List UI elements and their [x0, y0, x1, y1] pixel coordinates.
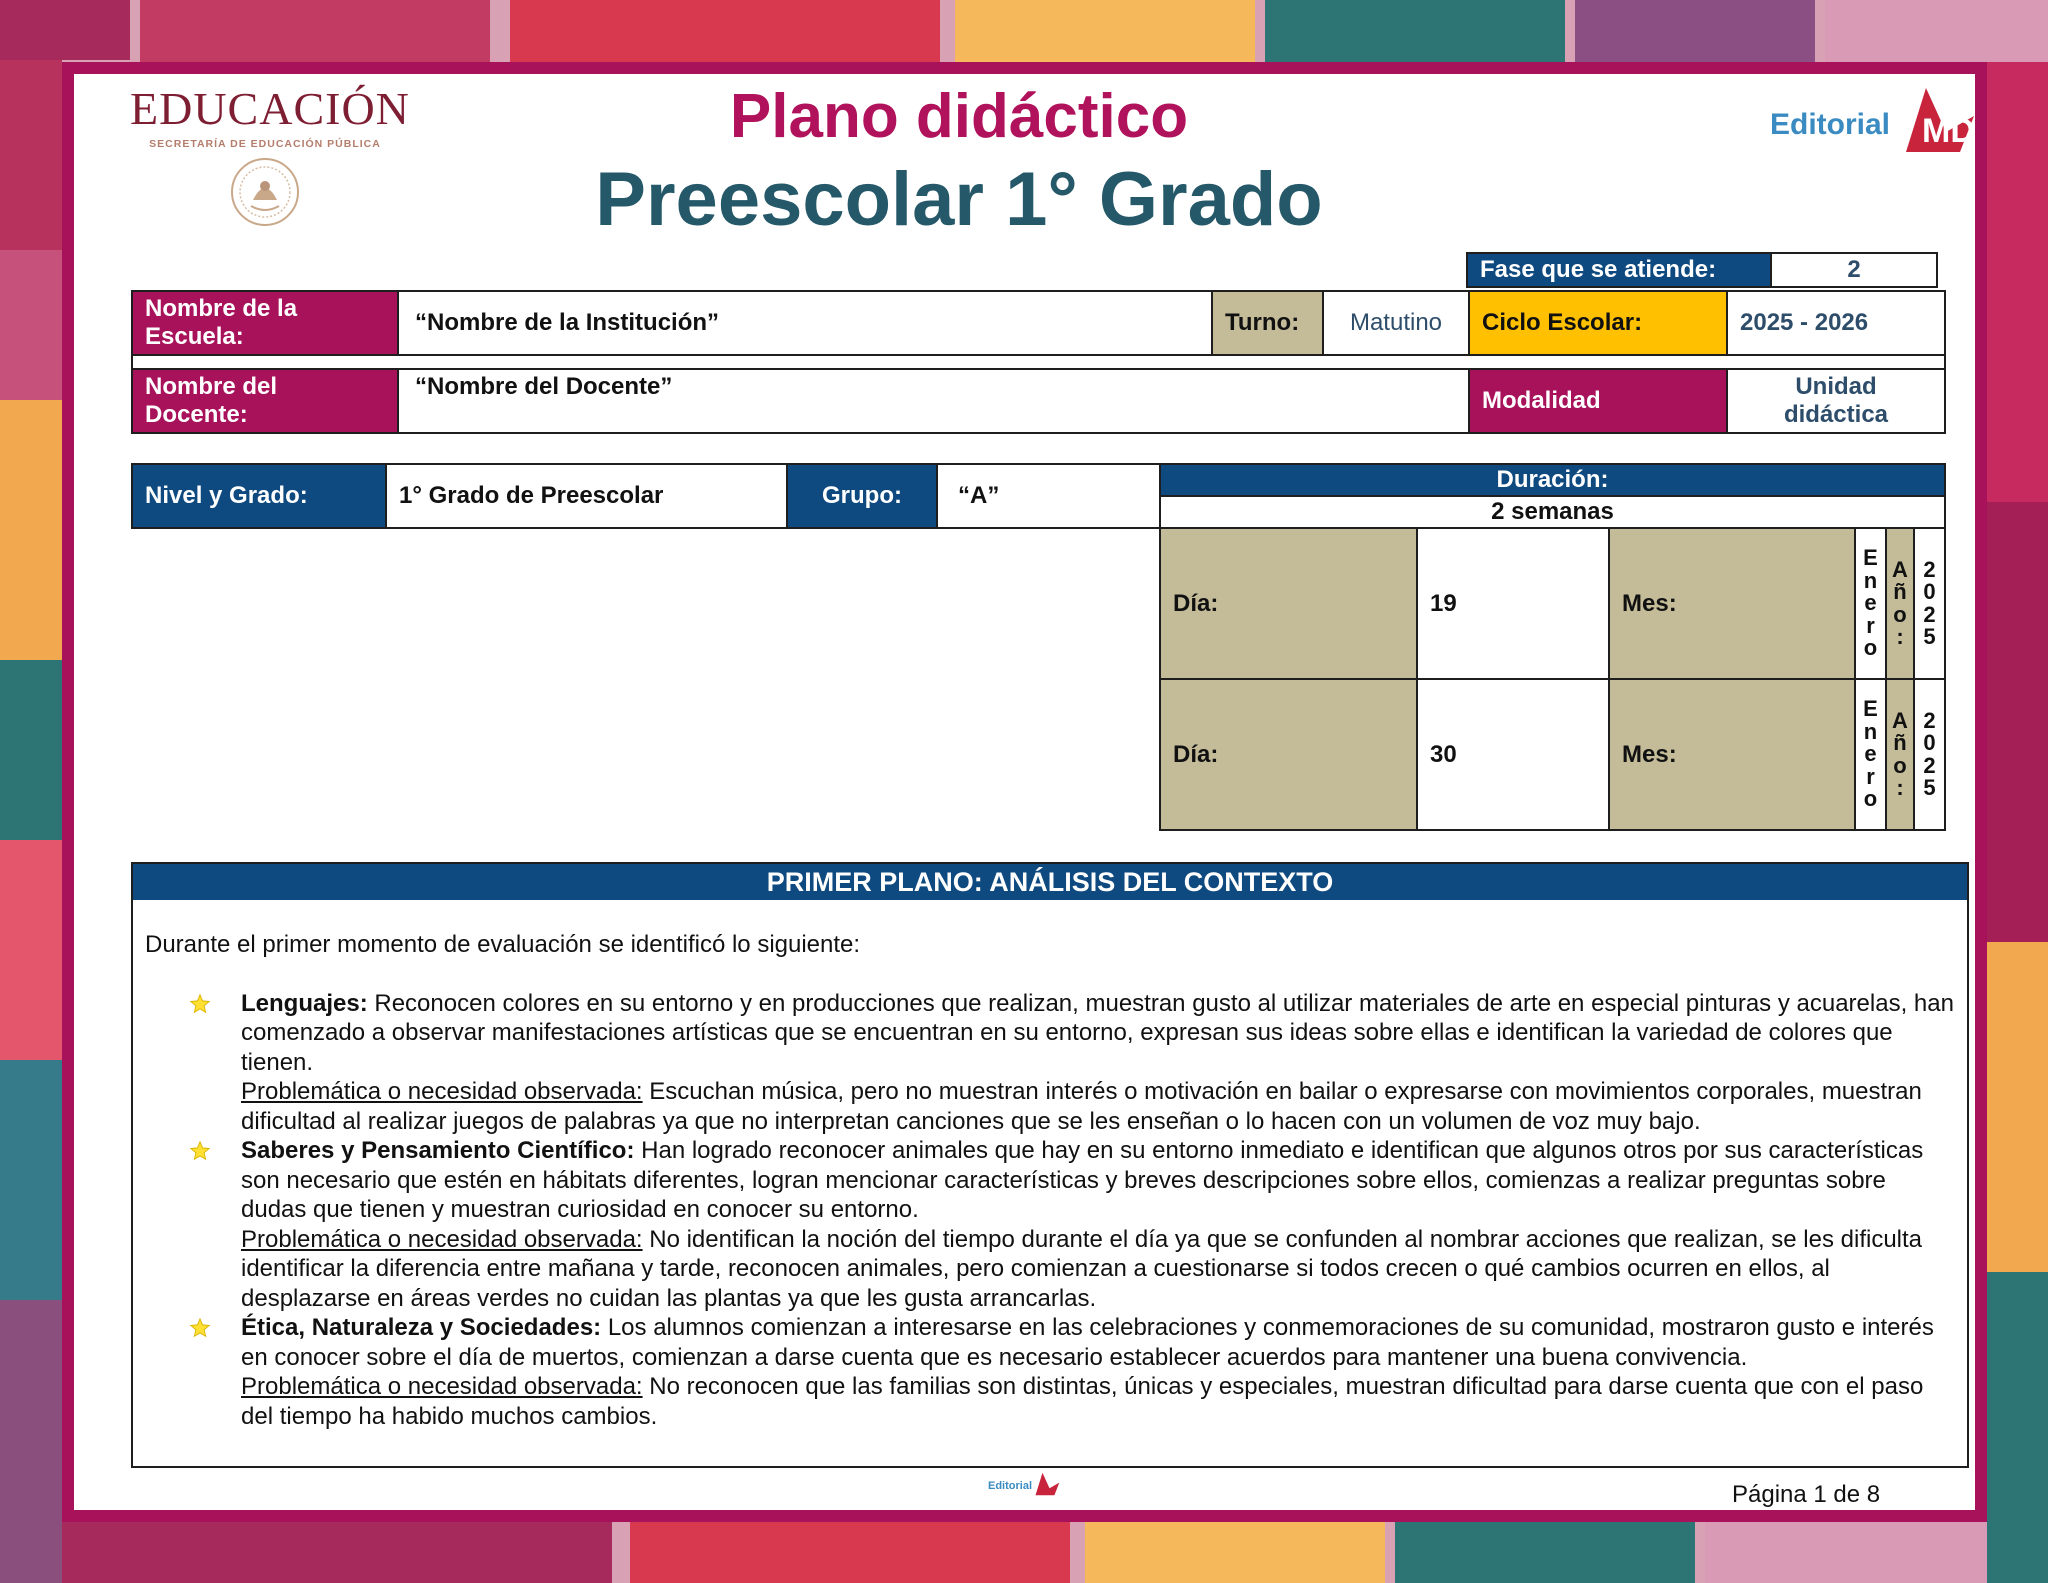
problem-text: No identifican la noción del tiempo durante el día ya que se confunden al nombrar acciones que realizan, se les dificulta identificar la diferencia entre mañana y tarde, reconocen animales, pero comienzan a cuestionarse si todos crecen o qué cambios ocurren en ellos, al desplazarse en áreas verdes no cuidan las plantas ya que les gusta arrancarlas. — [241, 1225, 1923, 1312]
logo-word: EDUCACIÓN — [130, 83, 410, 134]
grupo-label: Grupo: — [786, 463, 938, 529]
star-bullet-icon — [189, 1317, 211, 1339]
anio-value-end — [1913, 678, 1946, 831]
item-label: Lenguajes: — [241, 989, 368, 1017]
nivel-value: 1° Grado de Preescolar — [385, 463, 788, 529]
duracion-value: 2 semanas — [1159, 495, 1946, 529]
vertical-char: 0 — [1923, 730, 1936, 756]
vertical-char: n — [1863, 718, 1878, 744]
page-subtitle: Preescolar 1° Grado — [595, 157, 1323, 242]
escuela-value: “Nombre de la Institución” — [397, 290, 1213, 356]
background-tile — [1987, 1272, 2048, 1583]
item-description — [241, 1313, 1955, 1372]
background-tile — [62, 1522, 612, 1583]
modalidad-label: Modalidad — [1468, 368, 1728, 434]
footer-editorial-logo — [988, 1470, 1062, 1500]
vertical-char: : — [1896, 774, 1904, 800]
page-number: Página 1 de 8 — [1732, 1481, 1881, 1508]
vertical-char: n — [1863, 567, 1878, 593]
background-tile — [1987, 942, 2048, 1272]
anio-value-start — [1913, 527, 1946, 680]
background-tile — [1085, 1522, 1385, 1583]
background-tile — [630, 1522, 1070, 1583]
turno-label: Turno: — [1211, 290, 1324, 356]
vertical-char: : — [1896, 623, 1904, 649]
background-tile — [0, 1060, 62, 1300]
background-tile — [1575, 0, 1815, 62]
ciclo-label: Ciclo Escolar: — [1468, 290, 1728, 356]
duracion-label: Duración: — [1159, 463, 1946, 497]
md-logo-mark: MD — [1922, 112, 1975, 150]
vertical-char: e — [1864, 741, 1877, 767]
background-tile — [0, 400, 62, 660]
vertical-char: A — [1892, 707, 1908, 733]
item-problem — [241, 1077, 1955, 1136]
footer-md-logo-icon — [1032, 1470, 1060, 1498]
list-item — [145, 1136, 1955, 1313]
vertical-char: e — [1864, 590, 1877, 616]
escuela-label: Nombre de la Escuela: — [131, 290, 399, 356]
item-description — [241, 1136, 1955, 1225]
background-tile — [1705, 1522, 1987, 1583]
background-tile — [1825, 0, 2048, 62]
vertical-char: 2 — [1923, 752, 1936, 778]
background-tile — [0, 840, 62, 1060]
item-text: Los alumnos comienzan a interesarse en las celebraciones y conmemoraciones de su comunidad, mostraron gusto e interés en conocer sobre el día de muertos, comienzan a darse cuenta que es necesario establecer acuerdos para mantener una buena convivencia. — [241, 1314, 1934, 1371]
section-intro: Durante el primer momento de evaluación se identificó lo siguiente: — [145, 931, 861, 958]
background-tile — [1987, 502, 2048, 942]
background-tile — [0, 0, 130, 60]
vertical-char: E — [1863, 696, 1878, 722]
vertical-char: E — [1863, 545, 1878, 571]
background-tile — [0, 660, 62, 840]
list-item — [145, 989, 1955, 1137]
problem-label: Problemática o necesidad observada: — [241, 1373, 643, 1400]
section-body — [133, 900, 1967, 1431]
item-text: Reconocen colores en su entorno y en producciones que realizan, muestran gusto al utilizar materiales de arte en especial pinturas y acuarelas, han comenzado a observar manifestaciones artísticas que se encuentran en su entorno, expresan sus ideas sobre ellas e identifican la variedad de colores que tienen. — [241, 989, 1954, 1076]
ciclo-value: 2025 - 2026 — [1726, 290, 1946, 356]
item-label: Saberes y Pensamiento Científico: — [241, 1137, 635, 1164]
item-label: Ética, Naturaleza y Sociedades: — [241, 1314, 602, 1341]
item-problem — [241, 1225, 1955, 1314]
editorial-md-logo — [1770, 80, 1975, 160]
vertical-char: o — [1863, 635, 1878, 661]
grupo-value: “A” — [936, 463, 1161, 529]
page-title: Plano didáctico — [729, 82, 1189, 151]
background-tile — [0, 1300, 62, 1583]
mes-label-start: Mes: — [1608, 527, 1856, 680]
anio-label-start — [1885, 527, 1915, 680]
vertical-char: A — [1892, 556, 1908, 582]
vertical-char: ñ — [1893, 579, 1907, 605]
vertical-char: 5 — [1923, 623, 1936, 649]
section-title: PRIMER PLANO: ANÁLISIS DEL CONTEXTO — [133, 864, 1967, 900]
context-analysis-section — [131, 862, 1969, 1468]
logo-subtitle: SECRETARÍA DE EDUCACIÓN PÚBLICA — [149, 138, 381, 150]
editorial-logo-text: Editorial — [1770, 108, 1891, 141]
background-tile — [1987, 62, 2048, 502]
turno-value: Matutino — [1322, 290, 1470, 356]
md-logo-icon — [1896, 80, 1976, 160]
item-text: Han logrado reconocer animales que hay en su entorno inmediato e identifican que algunos otros por sus características son necesario que estén en hábitats diferentes, logran mencionar características y breves descripciones sobre ellos, comienzas a realizar preguntas sobre dudas que tienen y muestran curiosidad en conocer su entorno. — [241, 1137, 1924, 1223]
star-bullet-icon — [189, 1140, 211, 1162]
item-description — [241, 989, 1955, 1078]
vertical-char: 5 — [1923, 774, 1936, 800]
item-problem — [241, 1372, 1955, 1431]
dia-value-end: 30 — [1416, 678, 1610, 831]
vertical-char: o — [1893, 752, 1907, 778]
vertical-char: 2 — [1923, 707, 1936, 733]
fase-label: Fase que se atiende: — [1466, 252, 1772, 288]
docente-label: Nombre del Docente: — [131, 368, 399, 434]
vertical-char: 2 — [1923, 556, 1936, 582]
mes-value-end — [1854, 678, 1887, 831]
background-tile — [1265, 0, 1565, 62]
vertical-char: 0 — [1923, 579, 1936, 605]
vertical-char: 2 — [1923, 601, 1936, 627]
vertical-char: r — [1866, 763, 1875, 789]
vertical-char: ñ — [1893, 730, 1907, 756]
background-tile — [0, 250, 62, 400]
star-bullet-icon — [189, 993, 211, 1015]
background-tile — [1395, 1522, 1695, 1583]
vertical-char: o — [1863, 786, 1878, 812]
background-tile — [510, 0, 940, 62]
mes-value-start — [1854, 527, 1887, 680]
modalidad-value: Unidad didáctica — [1726, 368, 1946, 434]
problem-text: Escuchan música, pero no muestran interés o motivación en bailar o expresarse con movimientos corporales, muestran dificultad al realizar juegos de palabras ya que no interpretan canciones que se les enseñan o lo hacen con un volumen de voz muy bajo. — [241, 1078, 1922, 1135]
anio-label-end — [1885, 678, 1915, 831]
background-tile — [140, 0, 490, 62]
background-tile — [955, 0, 1255, 62]
vertical-char: r — [1866, 612, 1875, 638]
docente-value: “Nombre del Docente” — [397, 368, 1470, 434]
fase-value: 2 — [1770, 252, 1938, 288]
dia-label-start: Día: — [1159, 527, 1418, 680]
mes-label-end: Mes: — [1608, 678, 1856, 831]
dia-label-end: Día: — [1159, 678, 1418, 831]
problem-label: Problemática o necesidad observada: — [241, 1078, 643, 1105]
list-item — [145, 1313, 1955, 1431]
vertical-char: o — [1893, 601, 1907, 627]
nivel-label: Nivel y Grado: — [131, 463, 387, 529]
problem-label: Problemática o necesidad observada: — [241, 1225, 643, 1253]
problem-text: No reconocen que las familias son distintas, únicas y especiales, muestran dificultad para darse cuenta que con el paso del tiempo ha habido muchos cambios. — [241, 1373, 1924, 1430]
dia-value-start: 19 — [1416, 527, 1610, 680]
footer-logo-text: Editorial — [988, 1480, 1033, 1492]
